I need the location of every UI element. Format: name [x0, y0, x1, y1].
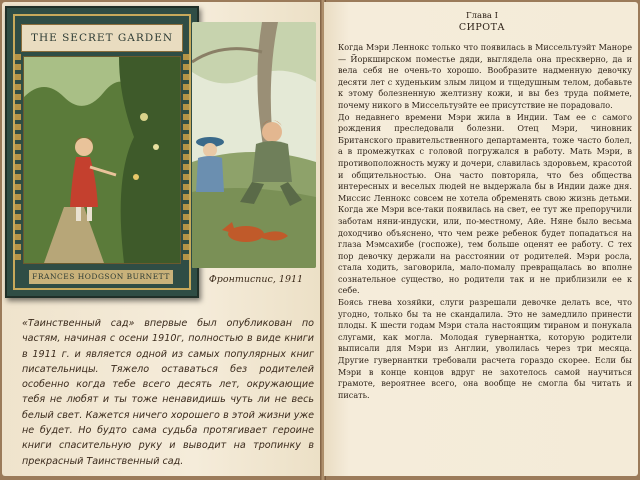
- illustration-caption: Фронтиспис, 1911: [208, 274, 304, 285]
- chapter-label: Глава I: [465, 11, 498, 21]
- chapter-heading: [326, 10, 638, 34]
- cover-title: THE SECRET GARDEN: [21, 24, 183, 52]
- cover-vine-left: [15, 54, 21, 264]
- chapter-title: СИРОТА: [458, 22, 506, 33]
- book-cover: [5, 6, 199, 298]
- frontispiece-illustration: [192, 22, 316, 268]
- paragraph: Когда Мэри Леннокс только что появилась в Миссельтуэйт Маноре — Йоркширском поместье дяди, выглядела она прескверно, да и вела себя не очень-то хорошо. Вообразите надменную девочку десяти лет с худеньким злым лицом и тщедушным телом, добавьте к этому болезненную желтизну кожи, и вы без труда поймете, почему никого в Миссельтуэйте ее присутствие не порадовало.: [338, 42, 632, 110]
- cover-art-image: [24, 57, 180, 263]
- cover-artwork: [23, 56, 181, 264]
- chapter-text: [338, 42, 632, 401]
- paragraph: Боясь гнева хозяйки, слуги разрешали девочке делать все, что угодно, только бы та не скандалила. Это не замедлило принести плоды. К шести годам Мэри стала настоящим тираном и понукала слугами, как могла. Молодая гувернантка, которую родители выписали для Мэри из Англии, уволилась через три месяца. Другие гувернантки требовали расчета гораздо скорее. Если бы Мэри в конце концов вдруг не захотелось самой научиться грамоте, вероятнее всего, она вообще не смогла бы читать и писать.: [338, 297, 632, 400]
- paragraph: До недавнего времени Мэри жила в Индии. Там ее с самого рождения преследовали болезни. Отец Мэри, чиновник Британского правительственного департамента, тоже часто болел, а в промежутках с головой погружался в работу. Мать Мэри, в противоположность мужу и дочери, славилась здоровьем, красотой и общительностью. Она часто повторяла, что без общества интересных и веселых людей не выдержала бы в Индии даже дня. Миссис Леннокс совсем не хотела обременять свою жизнь детьми. Когда же Мэри все-таки появилась на свет, ее тут же препоручили заботам няни-индуски, или, по-местному, Айе. Няне было весьма доходчиво объяснено, что чем реже ребенок будет попадаться на глаза Мэмсахибе (госпоже), тем больше оценят ее работу. С тех пор девочку держали на расстоянии от родителей. Мэри росла, стала ходить, заговорила, мало-помалу превращалась во вполне сознательное существо, но родители так и не приблизили ее к себе.: [338, 111, 632, 296]
- cover-vine-right: [183, 54, 189, 264]
- frontispiece-image: [192, 22, 316, 268]
- cover-author: FRANCES HODGSON BURNETT: [29, 270, 173, 284]
- book-description: «Таинственный сад» впервые был опубликован по частям, начиная с осени 1910г, полностью в виде книги в 1911 г. и является одной из самых популярных книг писательницы. Тяжело оставаться без родителей особенно когда тебе всего десять лет, окружающие тебя не любят и ты тоже ненавидишь чуть ли не весь белый свет. Кажется ничего хорошего в этой жизни уже не будет. Но будто сама судьба протягивает героине книги спасительную руку и выводит на тропинку в прекрасный Таинственный сад.: [22, 318, 314, 467]
